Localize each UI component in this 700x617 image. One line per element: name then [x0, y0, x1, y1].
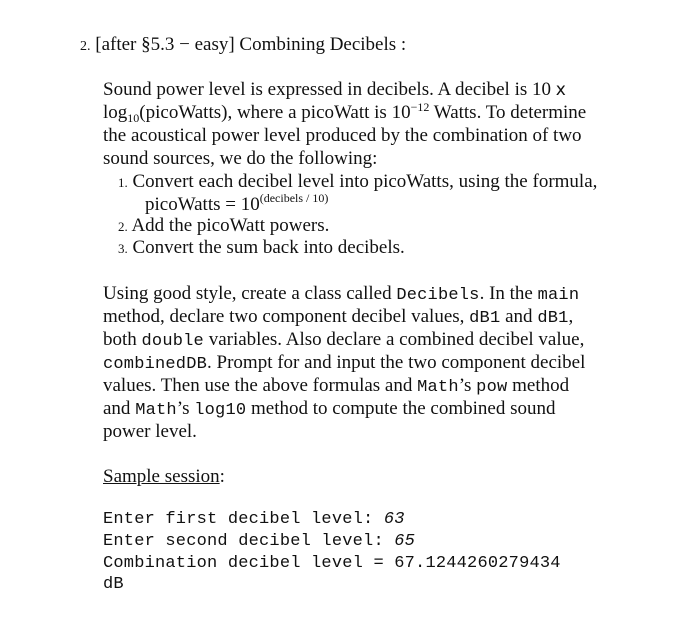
- problem-heading: [80, 34, 406, 56]
- sample-line-1: Enter first decibel level: 63: [103, 510, 405, 529]
- sample-line-2: Enter second decibel level: 65: [103, 532, 416, 551]
- sample-line-4: dB: [103, 575, 124, 594]
- step-1: 1. Convert each decibel level into picoWatts, using the formula,: [118, 171, 598, 192]
- user-input-2: 65: [394, 532, 416, 551]
- intro-line-3: the acoustical power level produced by the combination of two: [103, 125, 582, 146]
- intro-line-1: Sound power level is expressed in decibels. A decibel is 10 x: [103, 79, 566, 100]
- intro-line-2: $\log_{10}(picoWatts)$, where a picoWatt is $10^{-12}$ Watts. To determine: [103, 100, 587, 125]
- step-1-formula: picoWatts = $10^{(decibels / 10)}$: [145, 191, 329, 215]
- problem-title: [after §5.3 − easy] Combining Decibels :: [95, 34, 407, 55]
- sample-line-3: Combination decibel level = 67.1244260279434: [103, 554, 561, 573]
- intro-line-4: sound sources, we do the following:: [103, 148, 378, 169]
- style-line-1: Using good style, create a class called Decibels. In the main: [103, 283, 580, 305]
- style-line-7: power level.: [103, 421, 197, 442]
- style-line-3: both double variables. Also declare a combined decibel value,: [103, 329, 585, 351]
- times-symbol: x: [555, 80, 566, 100]
- user-input-1: 63: [383, 510, 405, 529]
- code-class-name: Decibels: [396, 286, 480, 305]
- style-line-4: combinedDB. Prompt for and input the two component decibel: [103, 352, 586, 374]
- problem-number: 2.: [80, 39, 91, 54]
- style-line-5: values. Then use the above formulas and Math’s pow method: [103, 375, 570, 397]
- style-line-2: method, declare two component decibel values, dB1 and dB1,: [103, 306, 574, 328]
- code-main: main: [537, 286, 580, 305]
- style-line-6: and Math’s log10 method to compute the combined sound: [103, 398, 556, 420]
- step-3: 3. Convert the sum back into decibels.: [118, 237, 405, 258]
- step-2: 2. Add the picoWatt powers.: [118, 215, 330, 236]
- sample-session-heading: Sample session:: [103, 466, 225, 487]
